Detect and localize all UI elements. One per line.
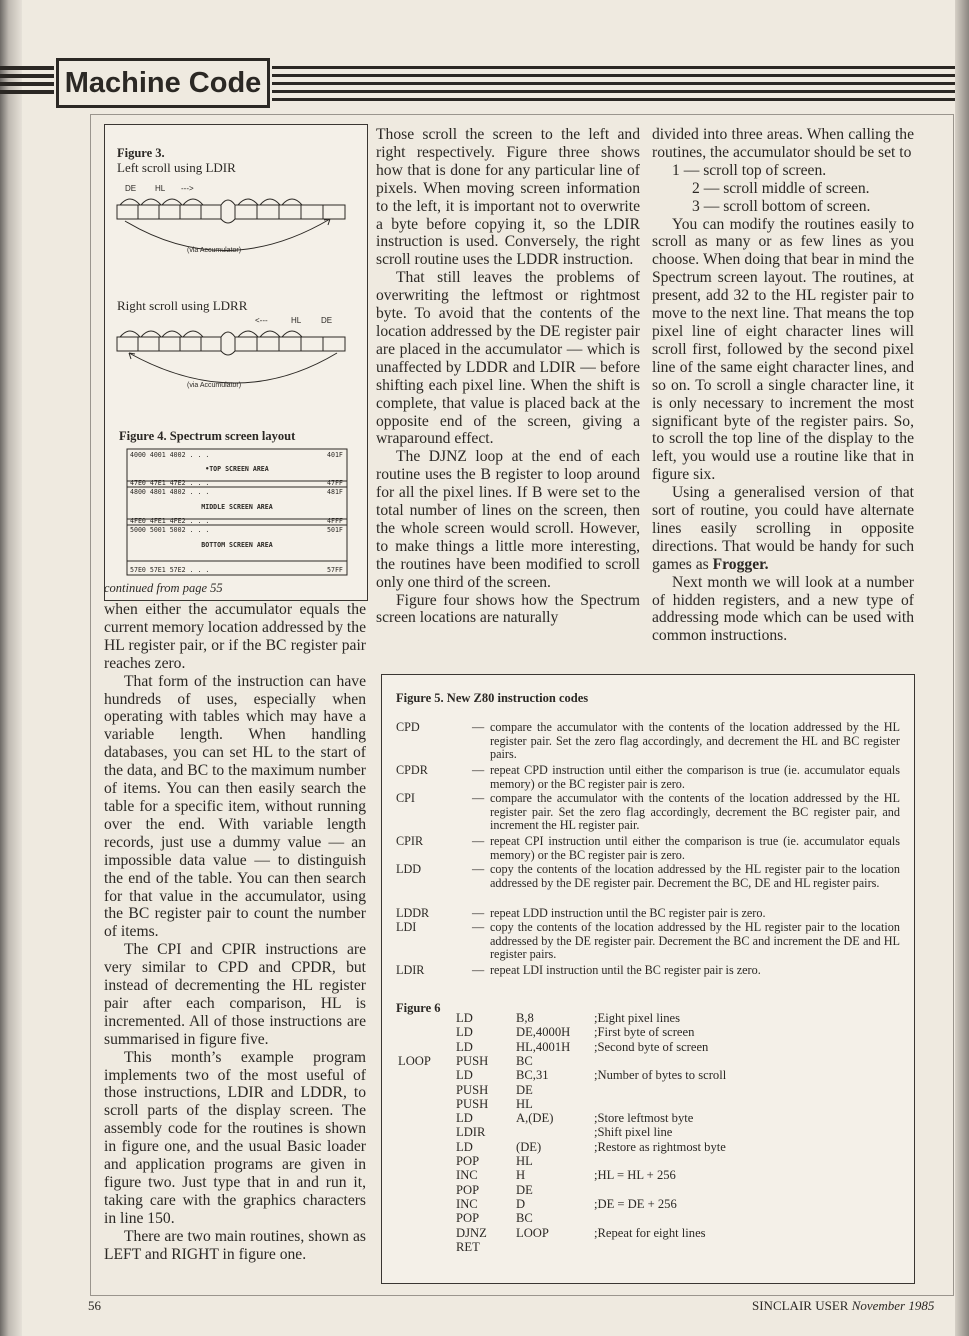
asm-op: RET [456,1239,480,1254]
instruction-desc: repeat LDD instruction until the BC register pair is zero. [490,906,766,920]
instruction-name: CPD [396,720,420,734]
asm-arg: D [516,1196,526,1211]
bottom-screen-area-label: BOTTOM SCREEN AREA [201,541,273,549]
right-via-accumulator: (via Accumulator) [187,382,242,389]
right-scroll-caption: Right scroll using LDRR [117,298,248,313]
asm-arg: HL [516,1154,533,1168]
screen-layout-text [130,451,343,574]
list-item: 3 — scroll bottom of screen. [692,197,871,215]
figure-5-6-box [381,674,915,1284]
section-header [0,58,969,112]
asm-op: PUSH [456,1096,489,1111]
left-label-de: DE [125,184,137,193]
addr-row-6-left: 57E0 57E1 57E2 . . . [130,566,210,574]
section-title: Machine Code [56,58,270,108]
left-scroll-bytes [117,199,345,251]
asm-arg: LOOP [516,1225,549,1240]
addr-row-6-right: 57FF [327,566,343,574]
addr-row-4-right: 4FFF [327,517,343,525]
right-label-hl: HL [291,316,302,325]
figure-5-title: Figure 5. New Z80 instruction codes [396,691,589,705]
asm-arg: (DE) [516,1139,542,1154]
addr-row-1-right: 401F [327,451,343,459]
instruction-name: LDIR [396,963,425,977]
left-label-hl: HL [155,184,166,193]
paragraph: Next month we will look at a number of hidden registers, and a new type of addressing mode which can be used with common instructions. [652,573,914,645]
asm-arg: DE [516,1182,533,1197]
figure-3-4-box [104,124,368,601]
asm-op: PUSH [456,1082,489,1097]
asm-op: LD [456,1039,473,1054]
right-label-arrow: <--- [255,316,268,325]
asm-comment: ;Eight pixel lines [594,1011,681,1025]
instruction-desc: repeat LDI instruction until the BC register pair is zero. [490,963,761,977]
paragraph: There are two main routines, shown as LEFT and RIGHT in figure one. [104,1227,366,1263]
asm-op: POP [456,1182,480,1197]
game-name: Frogger. [712,555,769,573]
instruction-desc: compare the accumulator with the contents of the location addressed by the HL register pair. Set the zero flag accordingly, and decrement the HL and BC register pairs. [490,720,900,762]
magazine-name: SINCLAIR USER [752,1298,849,1313]
instruction-desc: repeat CPD instruction until either the comparison is true (ie. accumulator equals memory) or the BC register pair is zero. [490,763,900,791]
asm-arg: BC,31 [516,1068,549,1083]
paragraph: You can modify the routines easily to scroll as many or as few lines as you choose. When doing that bear in mind the Spectrum screen layout. The routines, at present, add 32 to the HL register pair to move to the next line. That means the top pixel line of eight character lines will scroll first, followed by the second pixel line of the same eight character lines, and so on. To scroll a single character line, it is only necessary to increment the most significant byte of the register pairs. So, to scroll the top line of the display to the left, you would use a routine like that in figure six. [652,215,914,484]
asm-comment: ;Repeat for eight lines [594,1225,706,1240]
asm-arg: A,(DE) [516,1111,554,1126]
asm-comment: ;Second byte of screen [594,1039,709,1054]
right-scroll-bytes [117,331,345,383]
dash: — [472,963,485,977]
figure-3-4-diagram [105,125,367,600]
dash: — [472,862,485,876]
dash: — [472,920,485,934]
asm-comment: ;Shift pixel line [594,1125,673,1140]
instruction-name: CPI [396,791,415,805]
addr-row-3-right: 481F [327,488,343,496]
magazine-credit [752,1298,934,1314]
instruction-desc: repeat CPI instruction until either the comparison is true (ie. accumulator equals memory) or the BC register pair is zero. [490,834,900,862]
asm-op: LD [456,1139,473,1154]
figure-6-title: Figure 6 [396,1001,441,1015]
paragraph: That form of the instruction can have hundreds of uses, especially when operating with tables which may have a variable length. When handling databases, you can set HL to the start of the data, and BC to the maximum number of items. You can then easily search the table for a specific item, without running over the end. With variable length records, just use a dummy value — an impossible data value — to distinguish the end of the table. You can then search for that value in the accumulator, using the BC register pair to count the number of items. [104,672,366,941]
asm-comment: ;Number of bytes to scroll [594,1068,727,1083]
paragraph-text: Using a generalised version of that sort of routine, you could have alternate lines easily scrolling in opposite directions. That would be handy for such games as [652,484,914,573]
asm-arg: B,8 [516,1011,534,1025]
asm-comment: ;Restore as rightmost byte [594,1139,726,1154]
left-via-accumulator: (via Accumulator) [187,247,242,254]
asm-op: LD [456,1068,473,1083]
left-label-arrow: ---> [181,184,194,193]
paragraph: when either the accumulator equals the current memory location addressed by the HL register pair, or if the BC register pair reaches zero. [104,601,366,672]
instruction-name: LDDR [396,906,430,920]
asm-comment: ;DE = DE + 256 [594,1196,677,1211]
continued-note: continued from page 55 [104,581,223,595]
asm-op: LD [456,1025,473,1040]
asm-op: PUSH [456,1053,489,1068]
dash: — [472,720,485,734]
paragraph: Figure four shows how the Spectrum screen locations are naturally [376,591,640,627]
dash: — [472,791,485,805]
instruction-name: CPDR [396,763,428,777]
list-item: 2 — scroll middle of screen. [692,179,870,197]
paragraph: divided into three areas. When calling the routines, the accumulator should be set to [652,126,914,161]
instruction-name: CPIR [396,834,424,848]
asm-comment: ;Store leftmost byte [594,1111,694,1126]
asm-comment: ;HL = HL + 256 [594,1168,676,1183]
addr-row-2-right: 47FF [327,479,343,487]
asm-arg: HL,4001H [516,1039,571,1054]
paragraph: Those scroll the screen to the left and right respectively. Figure three shows how that is done for any particular line of pixels. When moving screen information to the left, it is important not to overwrite a byte before copying it, so the LDIR instruction is used. Conversely, the right scroll routine uses the LDDR instruction. [376,126,640,269]
asm-op: DJNZ [456,1225,487,1240]
issue-date: November 1985 [851,1298,935,1313]
figure-3-title: Figure 3. [117,146,165,160]
header-right-rules [272,66,955,106]
asm-op: LDIR [456,1125,486,1140]
dash: — [472,763,485,777]
asm-op: INC [456,1168,478,1183]
instruction-desc: compare the accumulator with the contents of the location addressed by the HL register pair. Set the zero flag accordingly, decrement the BC register pair, and increment the HL register pair. [490,791,900,833]
page-binding-edge [0,0,22,1336]
asm-arg: DE [516,1082,533,1097]
instruction-desc: copy the contents of the location addressed by the HL register pair to the location addressed by the DE register pair. Decrement the BC, DE and HL register pairs. [490,862,900,890]
right-label-de: DE [321,316,333,325]
paragraph: That still leaves the problems of overwriting the leftmost or rightmost byte. To avoid that the contents of the location addressed by the DE register pair are placed in the accumulator — which is unaffected by LDDR and LDIR — before shifting each pixel line. When the shift is complete, that value is placed back at the opposite end of the screen, giving a wraparound effect. [376,269,640,448]
middle-screen-area-label: MIDDLE SCREEN AREA [201,503,273,511]
page-number: 56 [88,1298,101,1313]
header-left-rules [0,66,54,104]
top-screen-area-label: •TOP SCREEN AREA [205,465,269,473]
asm-op: POP [456,1154,480,1168]
article-column-2 [376,126,640,627]
addr-row-5-right: 501F [327,526,343,534]
paragraph: This month’s example program implements two of the most useful of those instructions, LDIR and LDDR, to scroll parts of the display screen. The assembly code for the routines is shown in figure one, and the usual Basic loader and application programs are given in figure two. Just type that in and run it, taking care with the graphics characters in line 150. [104,1048,366,1227]
asm-op: LD [456,1011,473,1025]
article-column-1 [104,601,366,1264]
addr-row-1-left: 4000 4001 4002 . . . [130,451,210,459]
instruction-name: LDI [396,920,417,934]
list-item: 1 — scroll top of screen. [672,161,827,179]
assembly-listing [382,1011,914,1271]
instruction-desc: copy the contents of the location addressed by the HL register pair to the location addressed by the DE register pair. Decrement the BC and increment the DE and HL register pairs. [490,920,900,962]
paragraph: The DJNZ loop at the end of each routine uses the B register to loop around for all the pixel lines. If B were set to the total number of lines on the screen, then the whole screen would scroll. However, to make things a little more interesting, the routines have been modified to scroll only one third of the screen. [376,448,640,591]
asm-op: POP [456,1211,480,1226]
asm-op: LD [456,1111,473,1126]
dash: — [472,906,485,920]
paragraph [652,484,914,574]
left-scroll-caption: Left scroll using LDIR [117,160,236,175]
addr-row-4-left: 4FE0 4FE1 4FE2 . . . [130,517,210,525]
asm-arg: BC [516,1211,533,1226]
page-right-edge [955,0,969,1336]
asm-arg: DE,4000H [516,1025,571,1040]
asm-op: INC [456,1196,478,1211]
asm-arg: BC [516,1053,533,1068]
asm-arg: H [516,1168,526,1183]
asm-comment: ;First byte of screen [594,1025,695,1040]
figure-4-title: Figure 4. Spectrum screen layout [119,429,296,443]
asm-arg: HL [516,1096,533,1111]
addr-row-5-left: 5000 5001 5002 . . . [130,526,210,534]
instruction-name: LDD [396,862,422,876]
article-column-3 [652,126,914,645]
addr-row-2-left: 47E0 47E1 47E2 . . . [130,479,210,487]
dash: — [472,834,485,848]
paragraph: The CPI and CPIR instructions are very similar to CPD and CPDR, but instead of decrementing the HL register pair after each comparison, HL is incremented. All of those instructions are summarised in figure five. [104,941,366,1048]
addr-row-3-left: 4800 4801 4802 . . . [130,488,210,496]
asm-label: LOOP [398,1053,431,1068]
